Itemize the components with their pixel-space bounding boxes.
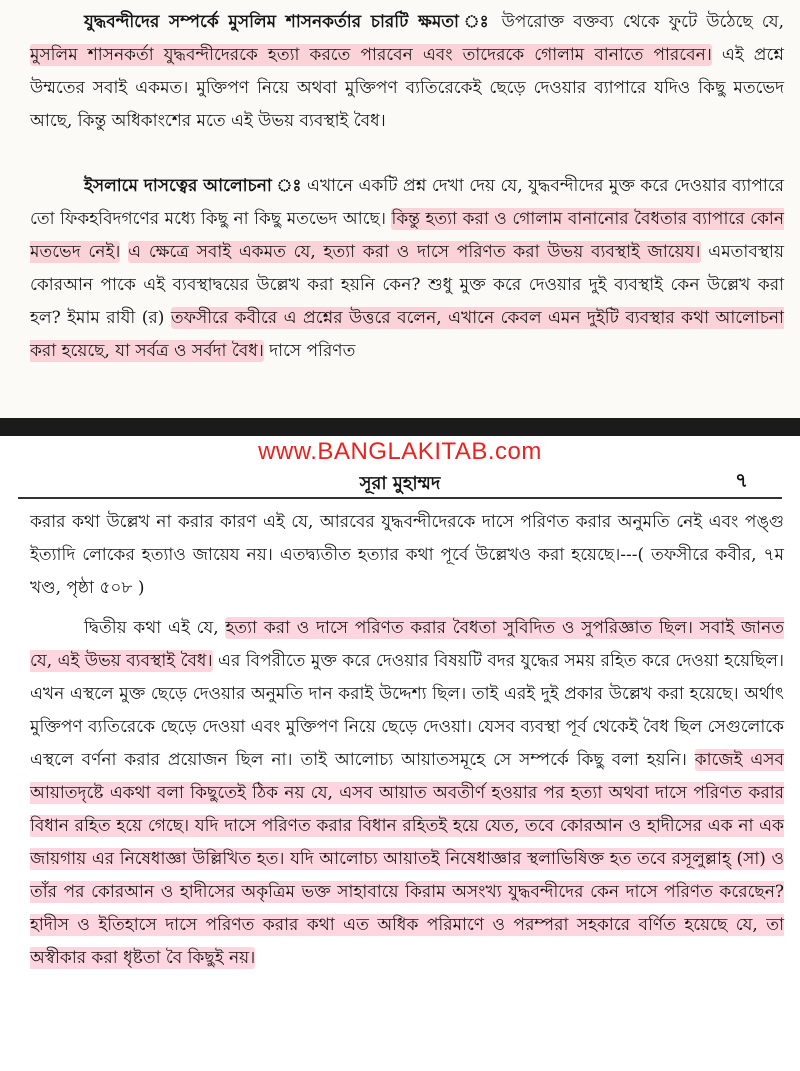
paragraph-powers (30, 6, 784, 138)
highlighted-text: কিন্তু হত্যা করা ও গোলাম বানানোর বৈধতার ব্যাপারে কোন মতভেদ নেই। (30, 209, 784, 262)
header-rule (18, 497, 782, 499)
highlighted-text: হত্যা করা ও দাসে পরিণত করার বৈধতা সুবিদিত ও সুপরিজ্ঞাত ছিল। সবাই জানত যে, এই উভয় ব্যবস্থাই বৈধ। (30, 618, 785, 671)
section-heading-powers: যুদ্ধবন্দীদের সম্পর্কে মুসলিম শাসনকর্তার চারটি ক্ষমতা ঃ (84, 12, 493, 32)
paragraph-text: এই প্রশ্নে উম্মতের সবাই একমত। মুক্তিপণ নিয়ে অথবা মুক্তিপণ ব্যতিরেকেই ছেড়ে দেওয়ার ব্যাপারে যদিও কিছু মতভেদ আছে, কিন্তু অধিকাংশের মতে এই উভয় ব্যবস্থাই বৈধ। (30, 45, 784, 131)
highlighted-text: মুসলিম শাসনকর্তা যুদ্ধবন্দীদেরকে হত্যা করতে পারবেন এবং তাদেরকে গোলাম বানাতে পারবেন। (30, 45, 712, 65)
website-watermark: www.BANGLAKITAB.com (258, 438, 542, 465)
paragraph-text: দাসে পরিণত (263, 341, 356, 361)
paragraph-text: এমতাবস্থায় কোরআন পাকে এই ব্যবস্থাদ্বয়ের উল্লেখ করা হয়নি কেন? শুধু মুক্ত করে দেওয়ার দুই ব্যবস্থাই কেন উল্লেখ করা হল? ইমাম রাযী (র) (30, 242, 785, 328)
paragraph-continuation (30, 506, 784, 605)
paragraph-text: উপরোক্ত বক্তব্য থেকে ফুটে উঠেছে যে, (492, 12, 785, 32)
paragraph-text: এখানে একটি প্রশ্ন দেখা দেয় যে, যুদ্ধবন্দীদের মুক্ত করে দেওয়ার ব্যাপারে তো ফিকহবিদগণের মধ্যে কিছু না কিছু মতভেদ আছে। (30, 176, 784, 229)
paragraph-second-point (30, 612, 784, 975)
paragraph-text: করার কথা উল্লেখ না করার কারণ এই যে, আরবের যুদ্ধবন্দীদেরকে দাসে পরিণত করার অনুমতি নেই এবং পঙ্গু ইত্যাদি লোকের হত্যাও জায়েয নয়। এতদ্ব্যতীত হত্যার কথা পূর্বে উল্লেখও করা হয়েছে।---( তফসীরে কবীর, ৭ম খণ্ড, পৃষ্ঠা ৫০৮ ) (30, 512, 784, 598)
upper-page-scan (0, 0, 800, 418)
paragraph-text: এর বিপরীতে মুক্ত করে দেওয়ার বিষয়টি বদর যুদ্ধের সময় রহিত করে দেওয়া হয়েছিল। এখন এস্থলে মুক্ত ছেড়ে দেওয়ার অনুমতি দান করাই উদ্দেশ্য ছিল। তাই এরই দুই প্রকার উল্লেখ করা হয়েছে। অর্থাৎ মুক্তিপণ ব্যতিরেকে ছেড়ে দেওয়া এবং মুক্তিপণ নিয়ে ছেড়ে দেওয়া। যেসব ব্যবস্থা পূর্ব থেকেই বৈধ ছিল সেগুলোকে এস্থলে বর্ণনা করার প্রয়োজন ছিল না। তাই আলোচ্য আয়াতসমূহে সে সম্পর্কে কিছু বলা হয়নি। (30, 651, 784, 770)
scan-divider (0, 418, 800, 436)
section-heading-slavery: ইসলামে দাসত্বের আলোচনা ঃ (84, 176, 302, 196)
paragraph-text (120, 242, 128, 262)
highlighted-text: এ ক্ষেত্রে সবাই একমত যে, হত্যা করা ও দাসে পরিণত করা উভয় ব্যবস্থাই জায়েয। (128, 242, 701, 262)
running-head: সূরা মুহাম্মদ (359, 473, 441, 494)
highlighted-text: তফসীরে কবীরে এ প্রশ্নের উত্তরে বলেন, এখানে কেবল এমন দুইটি ব্যবস্থার কথা আলোচনা করা হয়েছে, যা সর্বত্র ও সর্বদা বৈধ। (30, 308, 784, 361)
paragraph-text: দ্বিতীয় কথা এই যে, (84, 618, 226, 638)
paragraph-slavery (30, 170, 784, 368)
highlighted-text: কাজেই এসব আয়াতদৃষ্টে একথা বলা কিছুতেই ঠিক নয় যে, এসব আয়াত অবতীর্ণ হওয়ার পর হত্যা অথবা দাসে পরিণত করার বিধান রহিত হয়ে গেছে। যদি দাসে পরিণত করার বিধান রহিতই হয়ে যেত, তবে কোরআন ও হাদীসের এক না এক জায়গায় এর নিষেধাজ্ঞা উল্লিখিত হত। যদি আলোচ্য আয়াতই নিষেধাজ্ঞার স্থলাভিষিক্ত হত তবে রসূলুল্লাহ্ (সা) ও তাঁর পর কোরআন ও হাদীসের অকৃত্রিম ভক্ত সাহাবায়ে কিরাম অসংখ্য যুদ্ধবন্দীদের কেন দাসে পরিণত করেছেন? হাদীস ও ইতিহাসে দাসে পরিণত করার কথা এত অধিক পরিমাণে ও পরম্পরা সহকারে বর্ণিত হয়েছে যে, তা অস্বীকার করা ধৃষ্টতা বৈ কিছুই নয়। (30, 750, 785, 968)
page-number: ৭ (734, 468, 748, 492)
